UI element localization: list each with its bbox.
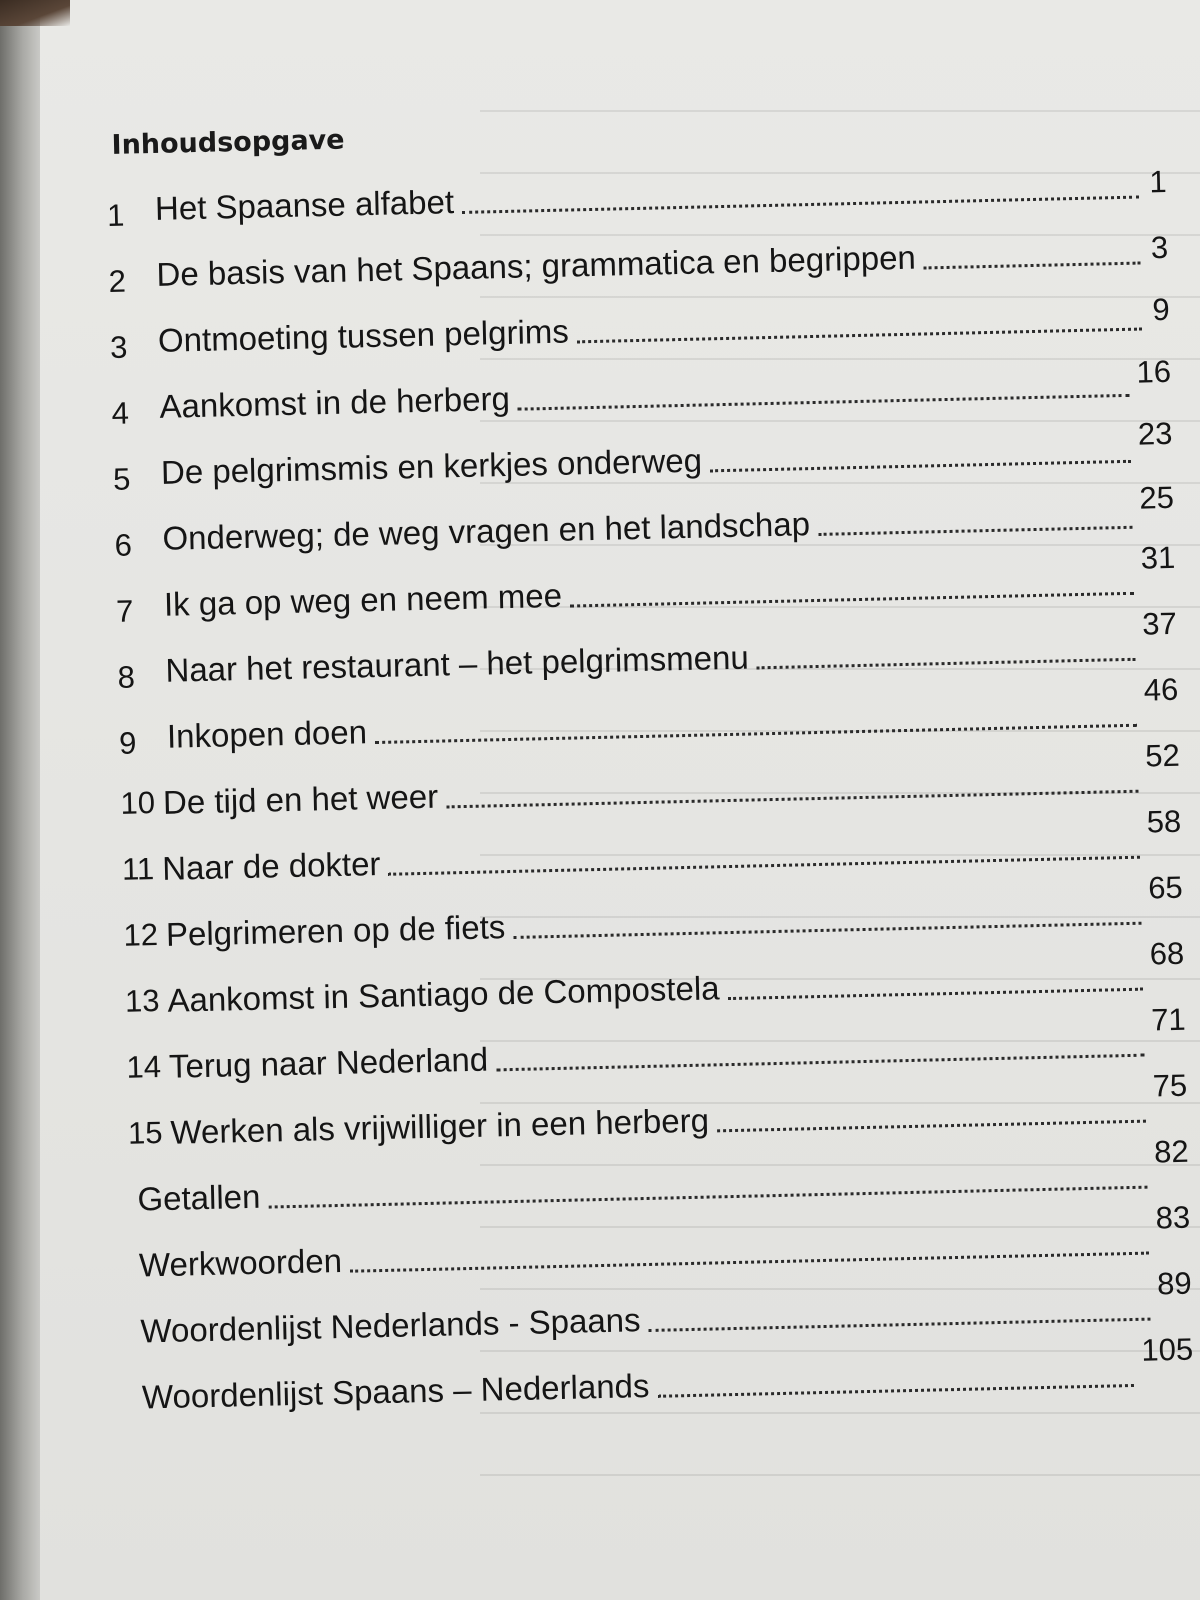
toc-entry-page: 75 [1152,1067,1188,1104]
toc-entry-leader [350,1252,1148,1273]
toc-entry-leader [389,856,1140,876]
toc-entry-page: 31 [1140,539,1176,576]
toc-entry-title: Getallen [137,1177,261,1218]
toc-entry-number: 13 [124,982,160,1019]
toc-entry-page: 16 [1136,353,1172,390]
toc-entry-title: Naar het restaurant – het pelgrimsmenu [165,638,750,689]
toc-entry-title: Ik ga op weg en neem mee [163,576,563,623]
toc-entry-page: 65 [1147,869,1184,906]
toc-entry-title: De tijd en het weer [162,777,439,821]
toc-entry-leader [462,196,1139,214]
toc-entry-number: 5 [112,461,131,497]
toc-entry-number: 10 [120,785,156,821]
toc-entry-number: 6 [114,527,133,563]
toc-entry-leader [717,1120,1145,1133]
toc-entry-page: 46 [1143,671,1179,708]
toc-entry-title: Terug naar Nederland [168,1040,489,1085]
toc-entry-title: Woordenlijst Spaans – Nederlands [141,1366,650,1416]
toc-entry-number: 1 [106,197,125,233]
toc-entry-page: 71 [1150,1001,1187,1038]
toc-entry-page: 52 [1144,737,1181,774]
toc-heading: Inhoudsopgave [111,124,345,161]
toc-entry-title: Aankomst in Santiago de Compostela [167,969,720,1019]
toc-entry-title: Naar de dokter [161,844,381,887]
toc-entry-leader [924,262,1141,270]
toc-entry-page: 58 [1146,803,1182,840]
toc-entry-leader [577,328,1142,344]
toc-entry-page: 9 [1151,291,1170,328]
toc-entry-number: 8 [117,659,136,695]
toc-entry-title: Aankomst in de herberg [159,379,511,425]
toc-entry-title: De pelgrimsmis en kerkjes onderweg [160,441,703,491]
toc-entry-page: 25 [1138,479,1175,516]
toc-entry-leader [496,1054,1144,1072]
toc-entry-leader [818,526,1132,536]
toc-entry-number: 2 [108,263,127,299]
toc-entry-leader [518,394,1129,411]
toc-list [106,148,1194,1426]
toc-entry-leader [658,1384,1135,1398]
table-of-contents [105,96,1194,1426]
cover-corner [0,0,70,26]
toc-entry-number: 3 [109,329,128,365]
toc-entry-title: Werkwoorden [138,1241,343,1284]
toc-entry-title: Werken als vrijwilliger in een herberg [170,1101,710,1151]
toc-entry-title: Pelgrimeren op de fiets [165,908,506,953]
toc-entry-page: 1 [1149,163,1168,200]
toc-entry-leader [757,658,1135,670]
toc-entry-leader [570,592,1133,608]
toc-entry-title: Woordenlijst Nederlands - Spaans [140,1301,641,1350]
toc-entry-leader [269,1186,1147,1209]
toc-entry-number: 15 [127,1114,163,1151]
toc-entry-leader [513,922,1141,939]
toc-entry-title: Inkopen doen [166,713,368,755]
toc-entry-number: 12 [123,917,159,953]
toc-entry-leader [710,460,1130,473]
toc-entry-leader [728,988,1143,1000]
toc-entry-number: 11 [121,851,155,887]
toc-entry-leader [446,790,1138,809]
toc-entry-number: 4 [111,395,130,431]
toc-entry-page: 37 [1141,605,1178,642]
toc-entry-page: 89 [1156,1265,1193,1302]
toc-entry-leader [649,1318,1150,1332]
toc-entry-page: 68 [1149,935,1185,972]
toc-entry-title: Het Spaanse alfabet [154,183,455,227]
toc-entry-title: De basis van het Spaans; grammatica en begrippen [156,238,917,293]
toc-entry-number: 9 [118,725,137,761]
toc-entry-page: 23 [1137,415,1173,452]
toc-entry-page: 83 [1155,1199,1191,1236]
toc-entry-leader [375,724,1136,744]
toc-entry-page: 82 [1153,1133,1190,1170]
toc-entry-title: Ontmoeting tussen pelgrims [157,312,570,359]
toc-entry-number: 7 [115,593,134,629]
toc-entry-title: Onderweg; de weg vragen en het landschap [162,505,811,557]
toc-entry-page: 105 [1141,1331,1194,1368]
toc-entry-number: 14 [126,1048,162,1085]
toc-entry-page: 3 [1150,229,1169,266]
